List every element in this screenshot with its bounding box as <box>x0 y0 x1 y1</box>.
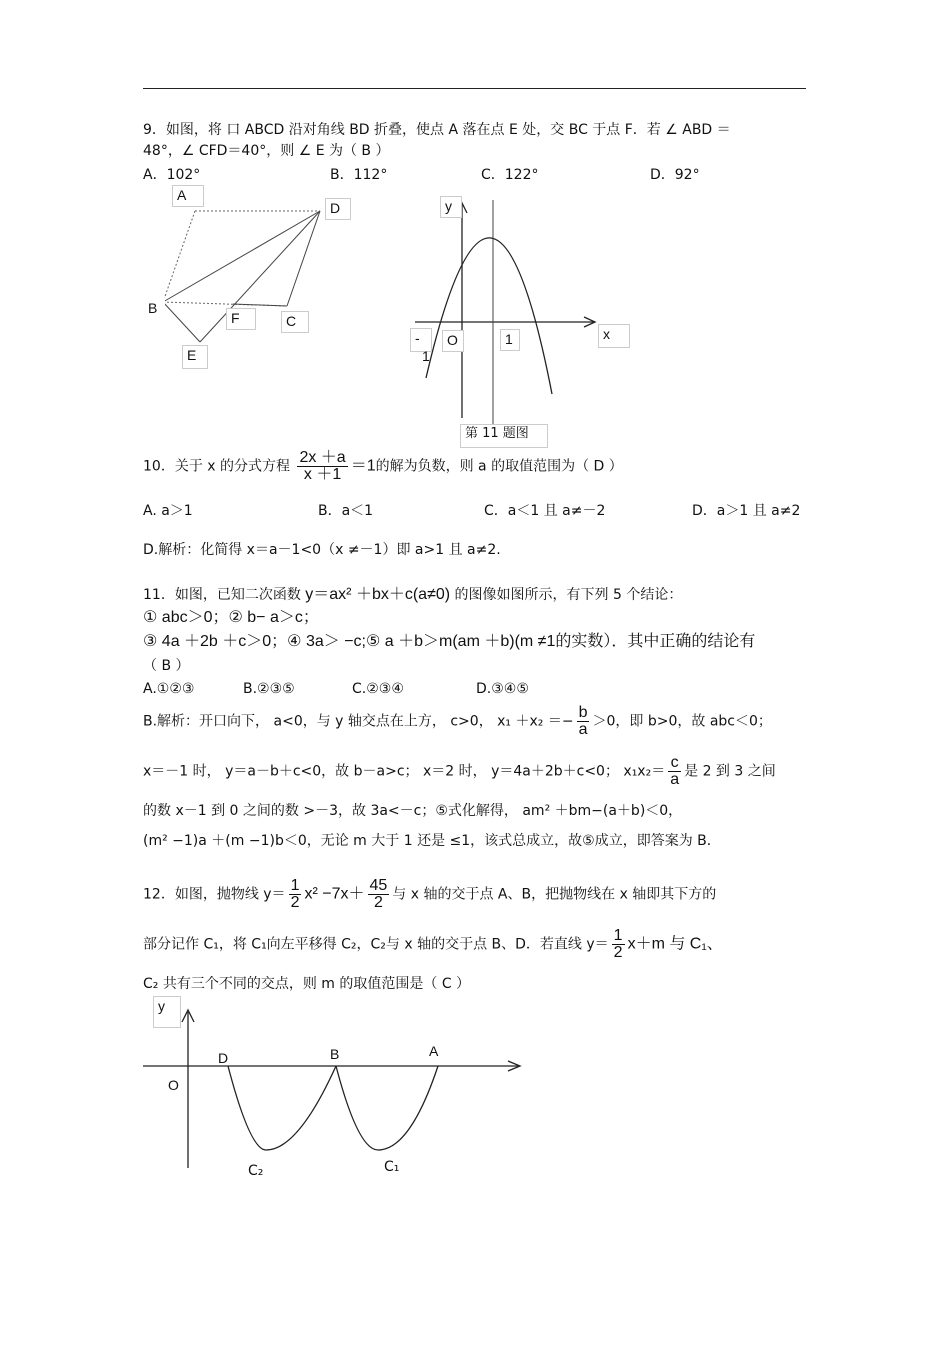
q11-an1-post: ＞0，即 b>0，故 abc＜0； <box>592 713 772 730</box>
q12-label-c2: C₂ <box>248 1163 264 1179</box>
q11-caption: 第 11 题图 <box>460 424 548 448</box>
q9-label-a: A <box>172 185 204 207</box>
q9-label-c: C <box>281 311 309 333</box>
q9-line1: 9．如图，将 口 ABCD 沿对角线 BD 折叠，使点 A 落在点 E 处，交 BC 于点 F．若 ∠ ABD ＝ <box>143 122 731 138</box>
q9-label-f: F <box>226 308 256 330</box>
q12-l1-f1-num: 1 <box>290 877 300 894</box>
q10-option-b: B．a＜1 <box>318 503 374 519</box>
q12-l1-f2-num: 45 <box>369 877 388 894</box>
q9-option-d: D．92° <box>650 167 700 183</box>
q12-l1-pre: 12．如图，抛物线 y＝ <box>143 886 286 903</box>
q11-option-a: A.①②③ <box>143 681 195 697</box>
q10-option-d: D．a＞1 且 a≠2 <box>692 503 801 519</box>
q10-analysis: D.解析：化简得 x＝a－1<0（x ≠－1）即 a>1 且 a≠2. <box>143 542 501 558</box>
q11-line1-post: 的图像如图所示，有下列 5 个结论： <box>454 587 683 603</box>
q12-label-c1: C₁ <box>384 1159 400 1175</box>
q10-option-c: C．a＜1 且 a≠－2 <box>484 503 606 519</box>
q9-option-a: A．102° <box>143 167 201 183</box>
q11-label-o: O <box>442 330 464 352</box>
q11-line4: （ B ） <box>143 658 190 674</box>
q11-line3: ③ 4a ＋2b ＋c＞0；④ 3a＞ −c;⑤ a ＋b＞m(am ＋b)(m ≠1的实数）．其中正确的结论有 <box>143 633 756 650</box>
q12-l2-post: x＋m 与 C₁、 <box>627 935 723 953</box>
q12-label-y: y <box>153 996 181 1028</box>
q10-option-a: A. a＞1 <box>143 503 193 519</box>
q11-line1-math: y＝ax² ＋bx＋c(a≠0) <box>305 586 451 603</box>
q11-label-x: x <box>598 324 630 348</box>
q11-analysis3: 的数 x－1 到 0 之间的数 >－3，故 3a<－c；⑤式化解得， am² ＋bm−(a＋b)＜0， <box>143 803 683 819</box>
q11-an2-post: 是 2 到 3 之间 <box>684 763 776 780</box>
q12-l2-num: 1 <box>613 927 623 944</box>
q11-an2-den: a <box>670 771 680 788</box>
q9-label-b: B <box>143 298 165 320</box>
q9-line2: 48°，∠ CFD＝40°，则 ∠ E 为（ B ） <box>143 143 390 159</box>
q12-label-o: O <box>168 1077 179 1093</box>
q10-frac-den: x ＋1 <box>303 466 342 483</box>
q11-analysis4: (m² −1)a ＋(m −1)b＜0，无论 m 大于 1 还是 ≤1，该式总成立，故⑤成立，即答案为 B． <box>143 833 721 849</box>
q11-option-b: B.②③⑤ <box>243 681 295 697</box>
q12-l2-den: 2 <box>613 944 623 961</box>
q11-an1-den: a <box>578 721 588 738</box>
q12-l1-f1-den: 2 <box>290 894 300 911</box>
q12-curve-c1 <box>336 1066 438 1150</box>
q11-an2-pre: x＝－1 时， y＝a－b＋c<0，故 b－a>c； x＝2 时， y＝4a＋2b＋c<0； x₁x₂＝ <box>143 763 666 780</box>
q9-label-d: D <box>325 198 351 220</box>
q10-prefix: 10．关于 x 的分式方程 <box>143 458 290 475</box>
q12-line3: C₂ 共有三个不同的交点，则 m 的取值范围是（ C ） <box>143 976 471 992</box>
q9-option-b: B．112° <box>330 167 388 183</box>
q11-option-c: C.②③④ <box>352 681 404 697</box>
q11-an1-num: b <box>578 704 588 721</box>
q11-label-neg1-top: - <box>410 328 432 352</box>
q11-an1-pre: B.解析：开口向下， a<0，与 y 轴交点在上方， c>0， x₁ ＋x₂ ＝− <box>143 713 574 730</box>
q11-label-one: 1 <box>500 329 520 351</box>
q12-curve-c2 <box>228 1066 336 1150</box>
q12-label-d: D <box>218 1050 229 1066</box>
q9-label-e: E <box>182 345 208 369</box>
q12-l2-pre: 部分记作 C₁，将 C₁向左平移得 C₂，C₂与 x 轴的交于点 B、D．若直线 y＝ <box>143 936 609 953</box>
q11-line2: ① abc＞0；② b− a＞c； <box>143 609 319 626</box>
q12-label-b: B <box>330 1046 340 1062</box>
q10-eq: ＝1 <box>350 457 376 475</box>
q11-label-y: y <box>440 196 462 218</box>
q12-label-a: A <box>429 1043 439 1059</box>
q11-option-d: D.③④⑤ <box>476 681 529 697</box>
q10-frac-num: 2x ＋a <box>299 449 346 466</box>
q12-l1-mid: x² −7x＋ <box>304 885 365 903</box>
q10-suffix: 的解为负数，则 a 的取值范围为（ D ） <box>375 458 623 475</box>
q11-an2-num: c <box>668 755 681 772</box>
q11-line1-pre: 11．如图，已知二次函数 <box>143 587 301 603</box>
q11-label-neg1-bot: 1 <box>422 348 430 364</box>
q9-option-c: C．122° <box>481 167 539 183</box>
q12-l1-post: 与 x 轴的交于点 A、B，把抛物线在 x 轴即其下方的 <box>392 886 717 903</box>
q12-l1-f2-den: 2 <box>373 894 383 911</box>
